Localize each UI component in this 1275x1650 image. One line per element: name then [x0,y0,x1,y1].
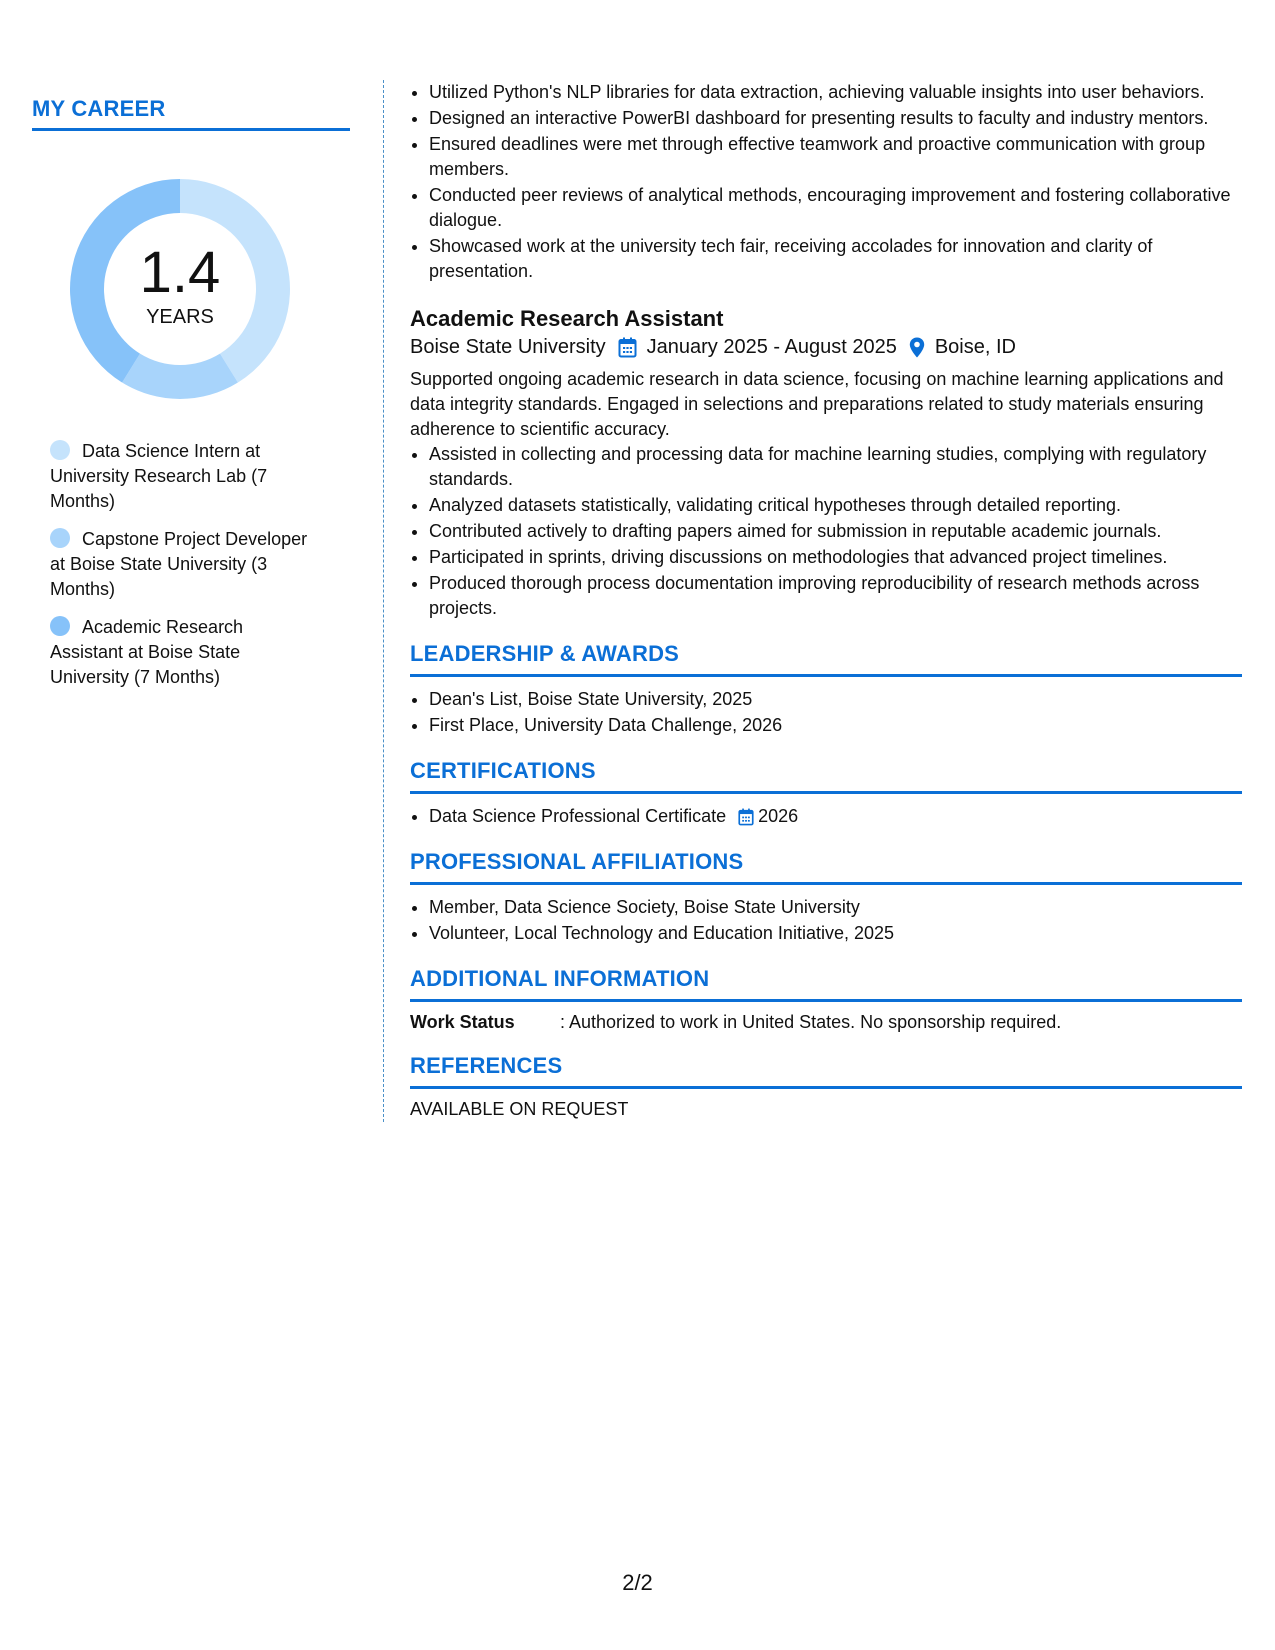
references-section [410,1053,1242,1120]
list-item: • Conducted peer reviews of analytical methods, encouraging improvement and fostering collaborative dialogue. [429,183,1242,233]
cert-row [429,804,1242,829]
list-item: • Volunteer, Local Technology and Education Initiative, 2025 [429,921,1242,946]
work-status-label: Work Status [410,1012,515,1032]
legend-item [50,615,320,690]
career-donut-chart [66,175,294,403]
legend-label: Data Science Intern at University Research Lab (7 Months) [50,441,268,511]
years-label: YEARS [146,305,214,328]
list-item: • Analyzed datasets statistically, validating critical hypotheses through detailed reporting. [429,493,1242,518]
column-divider [383,80,384,1122]
certifications-list [410,804,1242,829]
job-bullets [410,442,1242,621]
list-item: • Member, Data Science Society, Boise State University [429,895,1242,920]
career-legend [50,439,350,690]
career-panel [32,96,350,703]
list-item: • Participated in sprints, driving discussions on methodologies that advanced project timelines. [429,545,1242,570]
affiliations-list [410,895,1242,946]
cert-name: • Data Science Professional Certificate [429,806,727,826]
list-item: • Designed an interactive PowerBI dashboard for presenting results to faculty and industry mentors. [429,106,1242,131]
main-content [410,80,1242,1120]
section-title: PROFESSIONAL AFFILIATIONS [410,849,1242,885]
job-location: Boise, ID [934,336,1016,358]
work-status-row [410,1012,1242,1033]
calendar-icon [738,808,754,826]
page-number: 2/2 [622,1570,653,1595]
legend-item [50,439,320,514]
cert-year: 2026 [758,806,799,826]
job-dates: January 2025 - August 2025 [646,336,897,358]
legend-dot-icon [50,528,70,548]
map-pin-icon [909,337,925,358]
list-item: • Utilized Python's NLP libraries for data extraction, achieving valuable insights into user behaviors. [429,80,1242,105]
legend-item [50,527,320,602]
total-years: 1.4 [139,239,221,305]
calendar-icon [618,337,637,358]
job-description: Supported ongoing academic research in data science, focusing on machine learning applications and data integrity standards. Engaged in selections and preparations related to study materials ensuring adherence to scientific accuracy. [410,369,1224,439]
references-text: AVAILABLE ON REQUEST [410,1099,629,1119]
list-item: • Dean's List, Boise State University, 2025 [429,687,1242,712]
section-title: LEADERSHIP & AWARDS [410,641,1242,677]
leadership-section [410,641,1242,738]
legend-label: Capstone Project Developer at Boise State University (3 Months) [50,529,308,599]
career-title: MY CAREER [32,96,350,131]
list-item: • Contributed actively to drafting papers aimed for submission in reputable academic journals. [429,519,1242,544]
company-name: Boise State University [410,336,606,358]
list-item: • First Place, University Data Challenge, 2026 [429,713,1242,738]
legend-label: Academic Research Assistant at Boise State University (7 Months) [50,617,244,687]
list-item: • Produced thorough process documentation improving reproducibility of research methods across projects. [429,571,1242,621]
work-status-value: : Authorized to work in United States. No sponsorship required. [560,1012,1062,1032]
list-item [429,804,1242,829]
job-title: Academic Research Assistant [410,306,724,331]
additional-info-section [410,966,1242,1033]
section-title: REFERENCES [410,1053,1242,1089]
job-meta [410,336,1242,359]
list-item: • Ensured deadlines were met through effective teamwork and proactive communication with group members. [429,132,1242,182]
donut-center [66,175,294,403]
legend-dot-icon [50,440,70,460]
previous-job-bullets [410,80,1242,284]
section-title: CERTIFICATIONS [410,758,1242,794]
section-title: ADDITIONAL INFORMATION [410,966,1242,1002]
list-item: • Showcased work at the university tech fair, receiving accolades for innovation and clarity of presentation. [429,234,1242,284]
list-item: • Assisted in collecting and processing data for machine learning studies, complying with regulatory standards. [429,442,1242,492]
legend-dot-icon [50,616,70,636]
leadership-list [410,687,1242,738]
affiliations-section [410,849,1242,946]
certifications-section [410,758,1242,829]
